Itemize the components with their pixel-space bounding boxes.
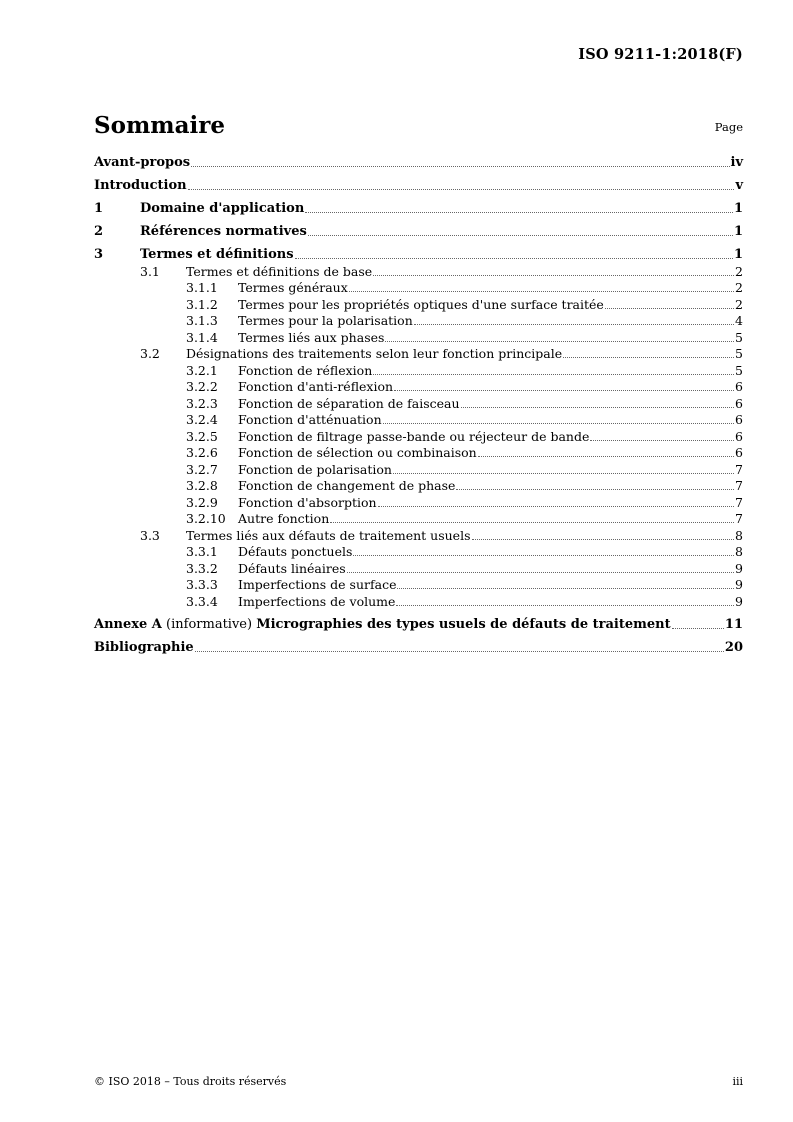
- toc-entry-number: 3.3.4: [186, 593, 218, 609]
- footer-page-number: iii: [732, 1075, 743, 1088]
- toc-entry-page: iv: [730, 155, 743, 170]
- dot-leader: [414, 324, 734, 325]
- toc-entry-number: 3.3.2: [186, 560, 218, 576]
- toc-entry-label: [186, 561, 346, 577]
- toc-entry-page: 7: [735, 511, 743, 526]
- toc-entry-label: [186, 363, 372, 379]
- toc-entry-page: 6: [735, 379, 743, 394]
- toc-entry-label: [94, 616, 671, 633]
- page-title: Sommaire: [94, 112, 226, 139]
- toc-entry-number: 2: [94, 224, 104, 239]
- toc-entry-page: 20: [724, 639, 743, 655]
- toc-entry-page: 8: [735, 527, 743, 543]
- title-row: [94, 112, 743, 140]
- toc-entry-3-2-7[interactable]: [94, 461, 743, 478]
- toc-entry-label: [186, 544, 352, 560]
- table-of-contents: [94, 154, 743, 656]
- toc-entry-page: 9: [735, 577, 743, 592]
- toc-entry-label: [186, 577, 396, 593]
- toc-entry-page: 8: [735, 544, 743, 559]
- toc-entry-label: [186, 396, 460, 412]
- toc-entry-3-3-3[interactable]: [94, 577, 743, 594]
- toc-entry-number: 3.2.5: [186, 428, 218, 444]
- toc-entry-3-1-3[interactable]: [94, 313, 743, 330]
- toc-entry-3-3[interactable]: [94, 527, 743, 544]
- dot-leader: [295, 258, 733, 259]
- toc-entry-label: [186, 429, 589, 445]
- toc-entry-page: 5: [735, 362, 743, 378]
- toc-entry-label: [94, 154, 190, 171]
- toc-entry-number: 3.2.6: [186, 445, 218, 460]
- toc-entry-number: 3.3.1: [186, 544, 218, 559]
- toc-entry-page: 6: [735, 445, 743, 460]
- toc-entry-page: 2: [735, 263, 743, 279]
- toc-entry-label: [186, 462, 392, 478]
- toc-entry-label: [140, 346, 562, 362]
- dot-leader: [394, 390, 734, 391]
- toc-entry-label: [94, 246, 294, 263]
- toc-entry-3-2[interactable]: [94, 346, 743, 363]
- toc-entry-number: 3.2.8: [186, 478, 218, 493]
- dot-leader: [305, 212, 733, 213]
- toc-entry-3-2-3[interactable]: [94, 395, 743, 412]
- toc-entry-number: 3.1.3: [186, 313, 218, 328]
- toc-entry-label: [186, 330, 384, 346]
- toc-entry-label: [186, 495, 377, 511]
- toc-entry-3-2-4[interactable]: [94, 412, 743, 429]
- dot-leader: [373, 275, 734, 276]
- toc-entry-3-3-1[interactable]: [94, 544, 743, 561]
- dot-leader: [393, 473, 734, 474]
- page-column-label: Page: [714, 120, 743, 134]
- toc-entry-page: 6: [735, 412, 743, 427]
- toc-entry-title: Avant-propos: [94, 155, 191, 170]
- dot-leader: [195, 651, 724, 652]
- toc-entry-3[interactable]: [94, 246, 743, 263]
- toc-entry-label: Bibliographie: [94, 639, 194, 655]
- toc-entry-page: 9: [735, 593, 743, 609]
- toc-entry-3-3-4[interactable]: [94, 593, 743, 610]
- dot-leader: [563, 357, 734, 358]
- toc-entry-title: Domaine d'application: [140, 201, 305, 216]
- toc-entry-title: Autre fonction: [238, 511, 330, 526]
- toc-entry-title: Défauts ponctuels: [238, 544, 353, 559]
- toc-entry-number: 3.2.1: [186, 362, 218, 378]
- toc-entry-title: Fonction de changement de phase: [238, 478, 456, 493]
- toc-entry-page: 1: [733, 201, 743, 216]
- toc-entry-avant-propos[interactable]: [94, 154, 743, 171]
- toc-entry-page: 6: [735, 428, 743, 444]
- toc-entry-3-2-1[interactable]: [94, 362, 743, 379]
- toc-entry-title: Termes liés aux phases: [238, 329, 385, 345]
- toc-entry-label: [186, 445, 477, 461]
- toc-entry-title: Fonction de sélection ou combinaison: [238, 445, 477, 460]
- toc-entry-title: Termes pour la polarisation: [238, 313, 413, 328]
- toc-entry-label: [94, 177, 187, 194]
- toc-entry-annex-a[interactable]: [94, 616, 743, 633]
- dot-leader: [347, 572, 734, 573]
- toc-entry-number: 3.1: [140, 263, 160, 279]
- toc-entry-page: 1: [733, 224, 743, 239]
- toc-entry-number: 3.2: [140, 346, 160, 361]
- dot-leader: [308, 235, 733, 236]
- toc-entry-number: 3.2.7: [186, 461, 218, 477]
- toc-entry-label: [140, 528, 471, 544]
- toc-entry-label: [140, 264, 372, 280]
- toc-entry-title: Termes pour les propriétés optiques d'une surface traitée: [238, 296, 604, 312]
- toc-entry-title: Références normatives: [140, 224, 307, 239]
- dot-leader: [349, 291, 734, 292]
- toc-entry-title: Fonction de polarisation: [238, 461, 392, 477]
- toc-entry-label: [186, 511, 329, 527]
- toc-entry-number: 1: [94, 201, 104, 216]
- toc-entry-bibliographie[interactable]: [94, 639, 743, 656]
- toc-entry-number: 3.1.2: [186, 296, 218, 312]
- toc-entry-page: 7: [735, 478, 743, 493]
- toc-entry-page: 7: [735, 461, 743, 477]
- dot-leader: [472, 539, 735, 540]
- toc-entry-label: [94, 200, 304, 217]
- dot-leader: [605, 308, 734, 309]
- toc-entry-title: Fonction de filtrage passe-bande ou réjecteur de bande: [238, 428, 590, 444]
- toc-entry-title: Défauts linéaires: [238, 560, 346, 576]
- toc-entry-label: [186, 594, 395, 610]
- toc-entry-page: 2: [735, 296, 743, 312]
- toc-entry-page: 9: [735, 560, 743, 576]
- dot-leader: [672, 628, 724, 629]
- toc-entry-page: 5: [735, 346, 743, 361]
- toc-entry-label: [94, 223, 307, 240]
- dot-leader: [191, 166, 729, 167]
- toc-entry-title: Désignations des traitements selon leur fonction principale: [186, 346, 563, 361]
- toc-entry-title: Termes généraux: [238, 280, 348, 295]
- dot-leader: [330, 522, 734, 523]
- dot-leader: [456, 489, 734, 490]
- toc-entry-page: 7: [735, 494, 743, 510]
- document-identifier: ISO 9211-1:2018(F): [578, 46, 743, 63]
- toc-entry-number: 3.2.4: [186, 412, 218, 427]
- toc-entry-3-2-5[interactable]: [94, 428, 743, 445]
- toc-entry-label: [186, 297, 604, 313]
- toc-entry-3-2-9[interactable]: [94, 494, 743, 511]
- toc-entry-label: [186, 478, 455, 494]
- toc-entry-title: Imperfections de volume: [238, 593, 396, 609]
- toc-entry-number: 3.2.2: [186, 379, 218, 394]
- dot-leader: [461, 407, 735, 408]
- toc-entry-title: Fonction d'anti-réflexion: [238, 379, 394, 394]
- annex-qualifier: (informative): [166, 616, 253, 632]
- toc-entry-2[interactable]: [94, 223, 743, 240]
- toc-entry-3-2-10[interactable]: [94, 511, 743, 528]
- dot-leader: [397, 588, 734, 589]
- toc-entry-introduction[interactable]: [94, 177, 743, 194]
- toc-entry-page: 2: [735, 280, 743, 295]
- toc-entry-number: 3: [94, 247, 104, 262]
- toc-entry-page: 6: [735, 395, 743, 411]
- toc-entry-page: 5: [735, 329, 743, 345]
- toc-entry-3-1-4[interactable]: [94, 329, 743, 346]
- toc-entry-3-1[interactable]: [94, 263, 743, 280]
- annex-title: Micrographies des types usuels de défauts de traitement: [256, 616, 671, 632]
- toc-entry-3-2-8[interactable]: [94, 478, 743, 495]
- dot-leader: [353, 555, 734, 556]
- toc-entry-page: v: [735, 178, 743, 193]
- toc-entry-number: 3.2.3: [186, 395, 218, 411]
- toc-entry-3-3-2[interactable]: [94, 560, 743, 577]
- toc-entry-title: Introduction: [94, 178, 187, 193]
- dot-leader: [478, 456, 734, 457]
- toc-entry-3-1-2[interactable]: [94, 296, 743, 313]
- toc-entry-title: Fonction de réflexion: [238, 362, 373, 378]
- toc-entry-title: Termes liés aux défauts de traitement usuels: [186, 527, 471, 543]
- toc-entry-title: Fonction de séparation de faisceau: [238, 395, 460, 411]
- toc-entry-number: 3.1.4: [186, 329, 218, 345]
- toc-entry-label: [186, 412, 382, 428]
- dot-leader: [590, 440, 734, 441]
- toc-entry-number: 3.1.1: [186, 280, 218, 295]
- annex-prefix: Annexe A: [94, 616, 162, 632]
- toc-entry-number: 3.3: [140, 527, 160, 543]
- toc-entry-label: [186, 313, 413, 329]
- dot-leader: [378, 506, 735, 507]
- dot-leader: [396, 605, 734, 606]
- dot-leader: [373, 374, 734, 375]
- toc-entry-number: 3.2.10: [186, 511, 226, 526]
- toc-entry-3-2-2[interactable]: [94, 379, 743, 396]
- dot-leader: [188, 189, 735, 190]
- toc-entry-label: [186, 379, 393, 395]
- toc-entry-page: 4: [735, 313, 743, 328]
- toc-entry-page: 11: [724, 616, 743, 632]
- toc-entry-title: Imperfections de surface: [238, 577, 397, 592]
- dot-leader: [383, 423, 734, 424]
- toc-entry-number: 3.3.3: [186, 577, 218, 592]
- toc-entry-title: Termes et définitions de base: [186, 263, 373, 279]
- dot-leader: [385, 341, 734, 342]
- toc-entry-page: 1: [733, 247, 743, 262]
- toc-entry-3-2-6[interactable]: [94, 445, 743, 462]
- toc-entry-title: Termes et définitions: [140, 247, 294, 262]
- toc-entry-number: 3.2.9: [186, 494, 218, 510]
- footer-copyright: © ISO 2018 – Tous droits réservés: [94, 1075, 287, 1088]
- toc-entry-title: Fonction d'absorption: [238, 494, 377, 510]
- toc-entry-label: [186, 280, 348, 296]
- toc-entry-title: Fonction d'atténuation: [238, 412, 382, 427]
- toc-entry-3-1-1[interactable]: [94, 280, 743, 297]
- toc-entry-1[interactable]: [94, 200, 743, 217]
